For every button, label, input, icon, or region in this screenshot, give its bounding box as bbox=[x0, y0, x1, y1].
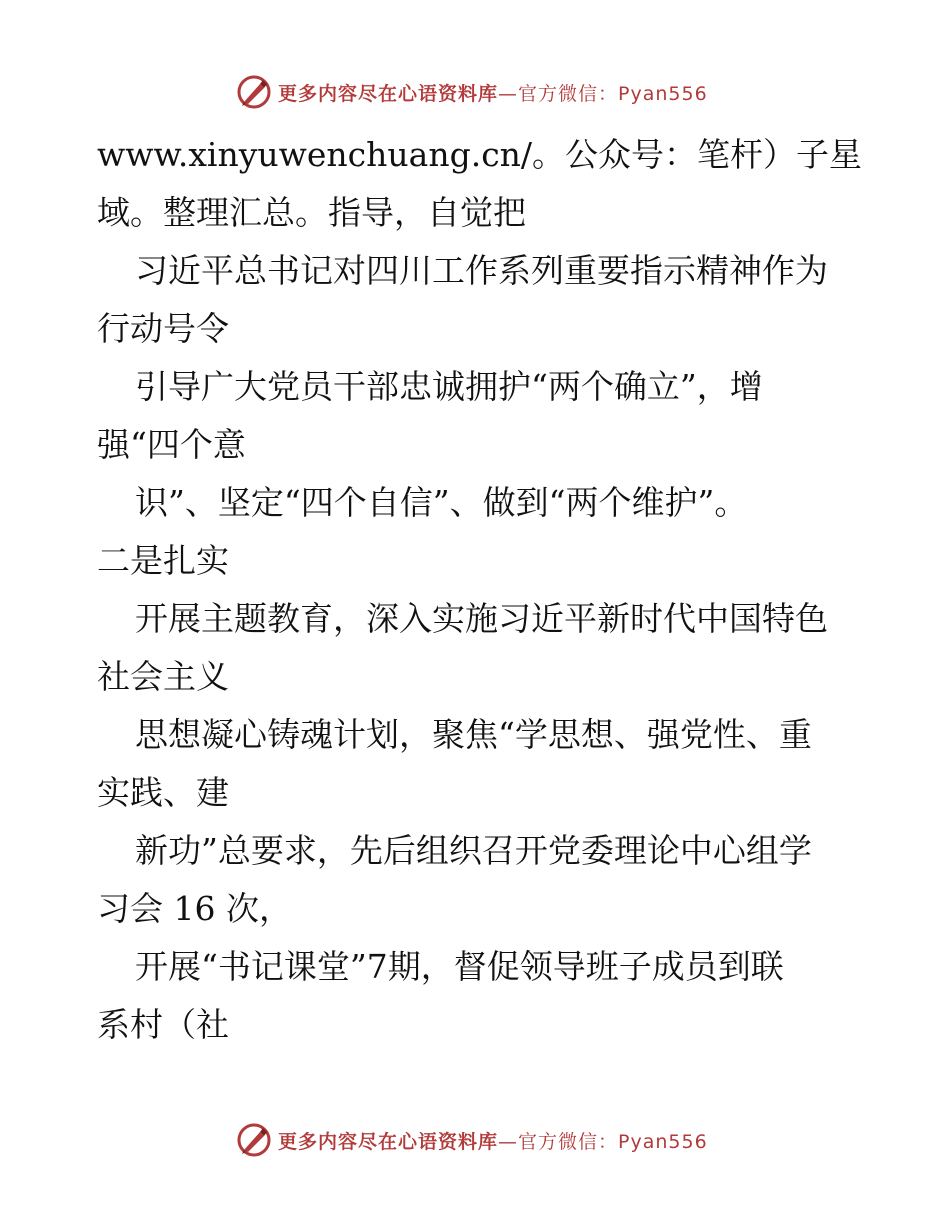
body-line: 强“四个意 bbox=[97, 425, 246, 464]
body-line: 思想凝心铸魂计划，聚焦“学思想、强党性、重 bbox=[135, 715, 812, 754]
document-body bbox=[97, 126, 863, 1054]
body-line: 识”、坚定“四个自信”、做到“两个维护”。 bbox=[135, 483, 748, 522]
body-line: 二是扎实 bbox=[97, 541, 229, 580]
body-line: 社会主义 bbox=[97, 657, 229, 696]
header-separator: — bbox=[498, 82, 519, 105]
header-main-text: 更多内容尽在心语资料库 bbox=[278, 82, 499, 105]
body-line: 系村（社 bbox=[97, 1005, 229, 1044]
header-account-text: 官方微信：Pyan556 bbox=[518, 82, 708, 105]
footer-banner bbox=[236, 1120, 756, 1160]
body-line: 新功”总要求，先后组织召开党委理论中心组学 bbox=[135, 831, 812, 870]
header-text bbox=[278, 79, 708, 106]
body-line: 行动号令 bbox=[97, 309, 229, 348]
body-line: 习会 16 次， bbox=[97, 889, 292, 928]
body-line: 实践、建 bbox=[97, 773, 229, 812]
footer-separator: — bbox=[498, 1130, 519, 1153]
footer-main-text: 更多内容尽在心语资料库 bbox=[278, 1130, 499, 1153]
footer-text bbox=[278, 1127, 708, 1154]
body-line: 习近平总书记对四川工作系列重要指示精神作为 bbox=[135, 251, 828, 290]
body-line: 引导广大党员干部忠诚拥护“两个确立”，增 bbox=[135, 367, 763, 406]
body-line: www.xinyuwenchuang.cn/。公众号：笔杆）子星 bbox=[97, 135, 863, 174]
footer-account-text: 官方微信：Pyan556 bbox=[518, 1130, 708, 1153]
body-line: 域。整理汇总。指导，自觉把 bbox=[97, 193, 526, 232]
body-line: 开展“书记课堂”7期，督促领导班子成员到联 bbox=[135, 947, 784, 986]
pen-logo-icon bbox=[236, 74, 272, 110]
body-line: 开展主题教育，深入实施习近平新时代中国特色 bbox=[135, 599, 828, 638]
pen-logo-icon bbox=[236, 1122, 272, 1158]
header-banner bbox=[236, 72, 756, 112]
